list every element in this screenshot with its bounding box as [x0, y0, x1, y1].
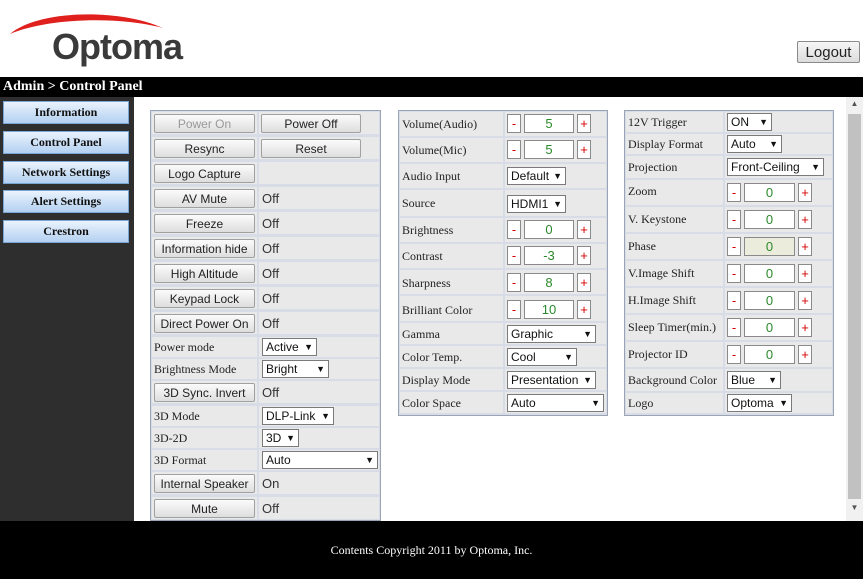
power-off-button[interactable]: Power Off: [261, 114, 361, 133]
12v-trigger-select[interactable]: ON ▼: [727, 113, 772, 131]
sleep-timer-value[interactable]: 0: [744, 318, 795, 337]
logo-text: Optoma: [52, 26, 183, 67]
audio-input-label: Audio Input: [402, 169, 461, 183]
direct-power-on-button[interactable]: Direct Power On: [154, 314, 255, 333]
v-image-shift-label: V.Image Shift: [628, 266, 695, 280]
display-format-label: Display Format: [628, 137, 703, 151]
contrast-label: Contrast: [402, 249, 443, 263]
direct-power-on-status: Off: [262, 316, 280, 331]
sidebar-item-crestron[interactable]: Crestron: [3, 220, 129, 243]
sharpness-increase-button[interactable]: +: [577, 273, 591, 292]
logout-button[interactable]: Logout: [797, 41, 860, 63]
projector-id-increase-button[interactable]: +: [798, 345, 812, 364]
phase-decrease-button[interactable]: -: [727, 237, 741, 256]
power-mode-select[interactable]: Active ▼: [262, 338, 317, 356]
brightness-mode-select[interactable]: Bright ▼: [262, 360, 329, 378]
brilliant-color-increase-button[interactable]: +: [577, 300, 591, 319]
freeze-status: Off: [262, 216, 280, 231]
contrast-value[interactable]: -3: [524, 246, 574, 265]
volume-audio-increase-button[interactable]: +: [577, 114, 591, 133]
zoom-increase-button[interactable]: +: [798, 183, 812, 202]
color-temp-label: Color Temp.: [402, 350, 463, 364]
h-image-shift-value[interactable]: 0: [744, 291, 795, 310]
scroll-up-arrow-icon[interactable]: ▲: [850, 99, 859, 108]
sidebar-item-network-settings[interactable]: Network Settings: [3, 161, 129, 184]
vertical-scrollbar[interactable]: [846, 97, 863, 521]
3d-sync-invert-button[interactable]: 3D Sync. Invert: [154, 383, 255, 402]
logo-capture-button[interactable]: Logo Capture: [154, 164, 255, 183]
v-keystone-value[interactable]: 0: [744, 210, 795, 229]
volume-mic-increase-button[interactable]: +: [577, 140, 591, 159]
brightness-label: Brightness: [402, 223, 454, 237]
volume-audio-value[interactable]: 5: [524, 114, 574, 133]
sidebar-item-information[interactable]: Information: [3, 101, 129, 124]
power-on-button[interactable]: Power On: [154, 114, 255, 133]
3d-format-label: 3D Format: [154, 453, 207, 467]
brightness-increase-button[interactable]: +: [577, 220, 591, 239]
internal-speaker-button[interactable]: Internal Speaker: [154, 474, 255, 493]
internal-speaker-status: On: [262, 476, 280, 491]
logo-select[interactable]: Optoma ▼: [727, 394, 792, 412]
projection-select[interactable]: Front-Ceiling ▼: [727, 158, 824, 176]
keypad-lock-button[interactable]: Keypad Lock: [154, 289, 255, 308]
volume-audio-decrease-button[interactable]: -: [507, 114, 521, 133]
color-space-label: Color Space: [402, 396, 461, 410]
brightness-value[interactable]: 0: [524, 220, 574, 239]
brightness-decrease-button[interactable]: -: [507, 220, 521, 239]
scroll-down-arrow-icon[interactable]: ▼: [850, 503, 859, 512]
reset-button[interactable]: Reset: [261, 139, 361, 158]
footer-copyright: Contents Copyright 2011 by Optoma, Inc.: [0, 521, 863, 579]
v-image-shift-decrease-button[interactable]: -: [727, 264, 741, 283]
breadcrumb: Admin > Control Panel: [0, 77, 863, 97]
phase-label: Phase: [628, 239, 656, 253]
av-mute-button[interactable]: AV Mute: [154, 189, 255, 208]
color-temp-select[interactable]: Cool ▼: [507, 348, 577, 366]
panel-projection: [624, 110, 834, 416]
background-color-label: Background Color: [628, 373, 717, 387]
brilliant-color-decrease-button[interactable]: -: [507, 300, 521, 319]
volume-audio-label: Volume(Audio): [402, 117, 478, 131]
av-mute-status: Off: [262, 191, 280, 206]
volume-mic-value[interactable]: 5: [524, 140, 574, 159]
optoma-logo: [8, 12, 183, 67]
v-keystone-increase-button[interactable]: +: [798, 210, 812, 229]
sleep-timer-increase-button[interactable]: +: [798, 318, 812, 337]
row-bg: [259, 162, 379, 184]
projector-id-decrease-button[interactable]: -: [727, 345, 741, 364]
keypad-lock-status: Off: [262, 291, 280, 306]
logo-label: Logo: [628, 396, 654, 410]
3d-2d-label: 3D-2D: [154, 431, 188, 445]
brilliant-color-value[interactable]: 10: [524, 300, 574, 319]
scrollbar-thumb[interactable]: [848, 114, 861, 499]
h-image-shift-increase-button[interactable]: +: [798, 291, 812, 310]
information-hide-button[interactable]: Information hide: [154, 239, 255, 258]
information-hide-status: Off: [262, 241, 280, 256]
sidebar-item-control-panel[interactable]: Control Panel: [3, 131, 129, 154]
high-altitude-button[interactable]: High Altitude: [154, 264, 255, 283]
v-image-shift-increase-button[interactable]: +: [798, 264, 812, 283]
3d-mode-select[interactable]: DLP-Link ▼: [262, 407, 334, 425]
gamma-select[interactable]: Graphic ▼: [507, 325, 596, 343]
mute-button[interactable]: Mute: [154, 499, 255, 518]
background-color-select[interactable]: Blue ▼: [727, 371, 781, 389]
projection-label: Projection: [628, 160, 678, 174]
color-space-select[interactable]: Auto ▼: [507, 394, 604, 412]
power-mode-label: Power mode: [154, 340, 215, 354]
display-mode-select[interactable]: Presentation ▼: [507, 371, 596, 389]
brilliant-color-label: Brilliant Color: [402, 303, 473, 317]
control-panel-main: [134, 97, 846, 521]
h-image-shift-decrease-button[interactable]: -: [727, 291, 741, 310]
sharpness-label: Sharpness: [402, 276, 451, 290]
display-format-select[interactable]: Auto ▼: [727, 135, 782, 153]
audio-input-select[interactable]: Default ▼: [507, 167, 566, 185]
projector-id-value[interactable]: 0: [744, 345, 795, 364]
mute-status: Off: [262, 501, 280, 516]
gamma-label: Gamma: [402, 327, 440, 341]
phase-increase-button[interactable]: +: [798, 237, 812, 256]
volume-mic-label: Volume(Mic): [402, 143, 467, 157]
volume-mic-decrease-button[interactable]: -: [507, 140, 521, 159]
panel-audio-image: [398, 110, 608, 416]
resync-button[interactable]: Resync: [154, 139, 255, 158]
sidebar: [0, 97, 134, 521]
sidebar-item-alert-settings[interactable]: Alert Settings: [3, 190, 129, 213]
source-label: Source: [402, 196, 436, 210]
freeze-button[interactable]: Freeze: [154, 214, 255, 233]
sharpness-decrease-button[interactable]: -: [507, 273, 521, 292]
projector-id-label: Projector ID: [628, 347, 688, 361]
contrast-increase-button[interactable]: +: [577, 246, 591, 265]
panel-power-and-system: [150, 110, 381, 521]
zoom-value[interactable]: 0: [744, 183, 795, 202]
12v-trigger-label: 12V Trigger: [628, 115, 687, 129]
display-mode-label: Display Mode: [402, 373, 471, 387]
zoom-label: Zoom: [628, 184, 657, 198]
phase-value: 0: [744, 237, 795, 256]
3d-sync-invert-status: Off: [262, 385, 280, 400]
brightness-mode-label: Brightness Mode: [154, 362, 237, 376]
h-image-shift-label: H.Image Shift: [628, 293, 696, 307]
sharpness-value[interactable]: 8: [524, 273, 574, 292]
3d-mode-label: 3D Mode: [154, 409, 200, 423]
zoom-decrease-button[interactable]: -: [727, 183, 741, 202]
sleep-timer-decrease-button[interactable]: -: [727, 318, 741, 337]
sleep-timer-label: Sleep Timer(min.): [628, 320, 717, 334]
contrast-decrease-button[interactable]: -: [507, 246, 521, 265]
v-image-shift-value[interactable]: 0: [744, 264, 795, 283]
3d-format-select[interactable]: Auto ▼: [262, 451, 378, 469]
3d-2d-select[interactable]: 3D ▼: [262, 429, 299, 447]
source-select[interactable]: HDMI1 ▼: [507, 195, 566, 213]
v-keystone-decrease-button[interactable]: -: [727, 210, 741, 229]
high-altitude-status: Off: [262, 266, 280, 281]
v-keystone-label: V. Keystone: [628, 212, 687, 226]
